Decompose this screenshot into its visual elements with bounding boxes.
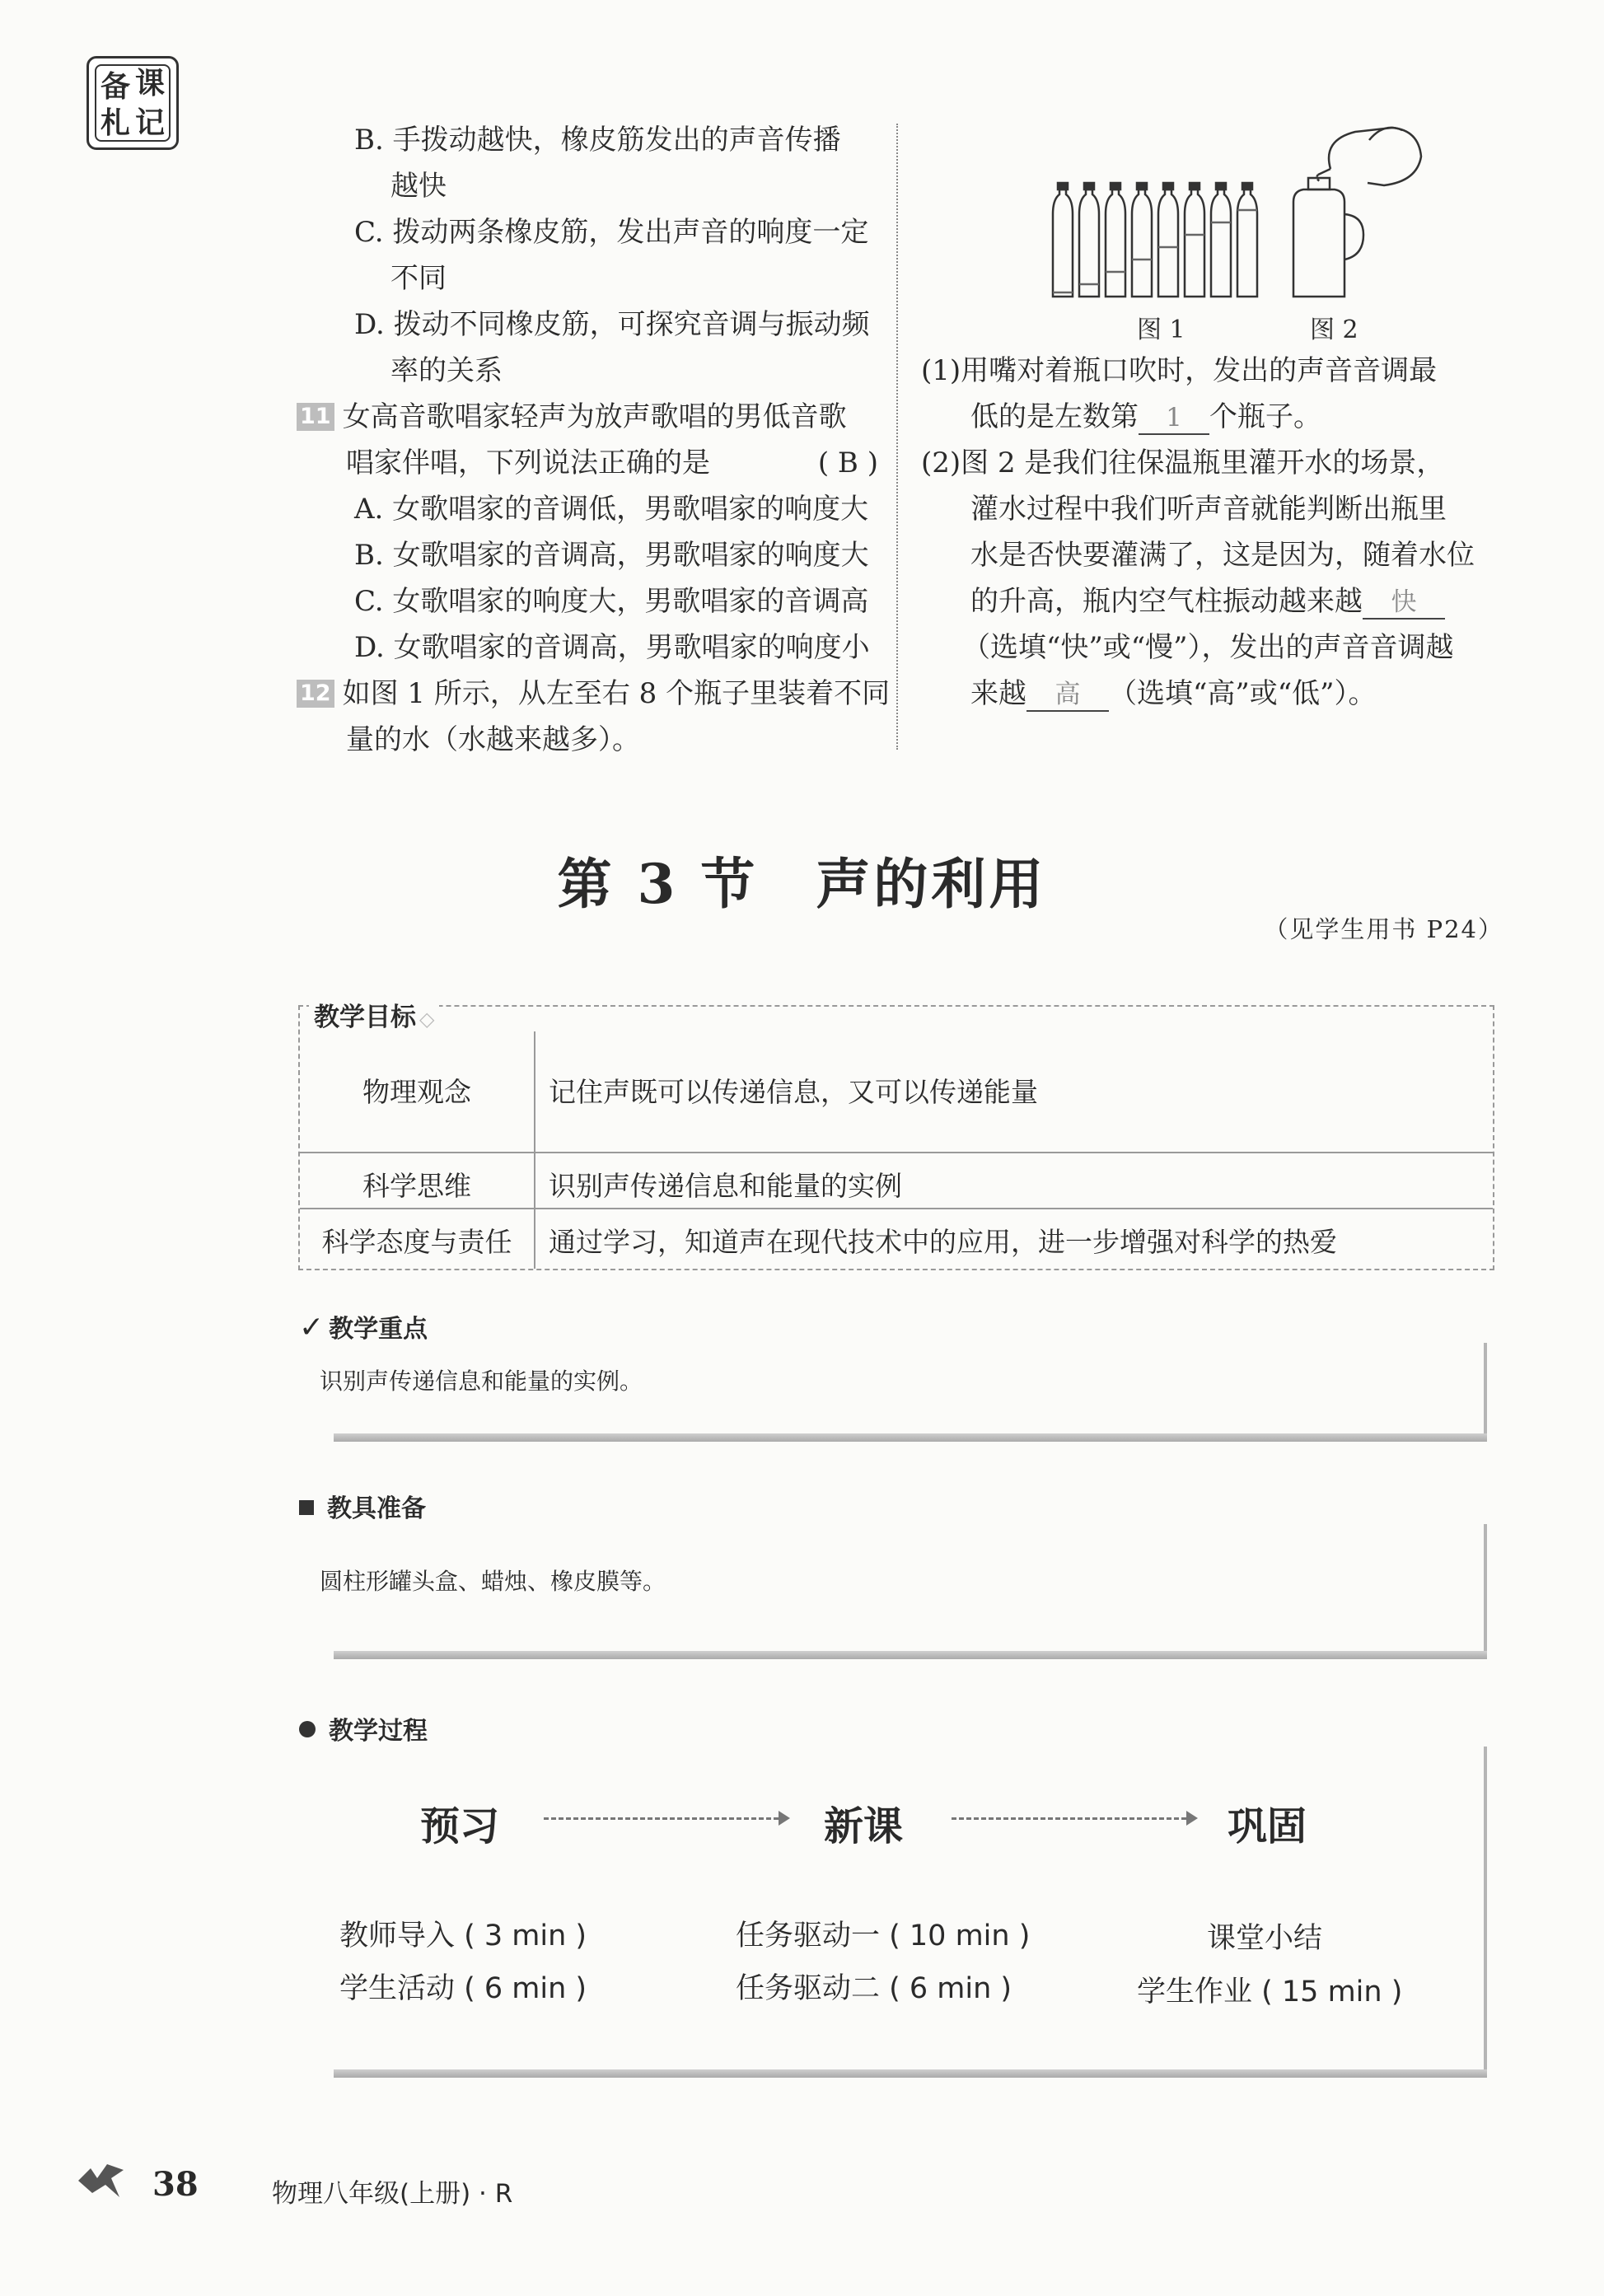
q10-option-d xyxy=(354,302,870,394)
q10-option-b-line1: B. 手拨动越快，橡皮筋发出的声音传播 xyxy=(354,124,841,157)
q12-part2-line5: （选填“快”或“慢”），发出的声音音调越 xyxy=(962,631,1454,664)
q11-option-c: C. 女歌唱家的响度大，男歌唱家的音调高 xyxy=(354,585,869,618)
row-label: 科学思维 xyxy=(362,1170,471,1202)
stamp-char: 札 xyxy=(101,105,131,140)
q12-part2-line6: 来越 xyxy=(970,677,1026,710)
flow-arrow xyxy=(544,1817,779,1820)
q11-answer: ( B ) xyxy=(817,447,878,479)
q10-option-d-line1: D. 拨动不同橡皮筋，可探究音调与振动频 xyxy=(354,308,870,341)
objectives-heading xyxy=(309,996,439,1033)
q12-part2-line2: 灌水过程中我们听声音就能判断出瓶里 xyxy=(970,493,1447,526)
q12-part1-text: 低的是左数第 xyxy=(970,400,1139,433)
q12-part2-line6-after: （选填“高”或“低”）。 xyxy=(1109,677,1377,710)
bottle-icon xyxy=(1132,183,1152,297)
q11-option-a: A. 女歌唱家的音调低，男歌唱家的响度大 xyxy=(354,493,869,526)
key-points-heading xyxy=(299,1308,428,1344)
stage-new-lesson-label: 新课 xyxy=(824,1803,904,1849)
q12-part1-text-after: 个瓶子。 xyxy=(1209,400,1321,433)
bottle-icon xyxy=(1079,183,1099,297)
q12-stem-line1: 如图 1 所示，从左至右 8 个瓶子里装着不同 xyxy=(342,677,891,710)
notes-stamp xyxy=(87,56,179,150)
figure-2-caption: 图 2 xyxy=(1310,316,1358,344)
key-points-title: 教学重点 xyxy=(329,1315,428,1344)
question-11 xyxy=(297,394,878,671)
bottle-icon xyxy=(1158,183,1178,297)
materials-heading xyxy=(299,1488,426,1524)
objectives-heading-text: 教学目标 xyxy=(314,1003,416,1032)
q11-stem-line2: 唱家伴唱，下列说法正确的是 xyxy=(346,447,710,479)
q10-option-b-line2: 越快 xyxy=(390,170,447,203)
bottle-icon xyxy=(1185,183,1204,297)
consolidate-item: 课堂小结 xyxy=(1207,1922,1323,1955)
q12-part2-line1: (2)图 2 是我们往保温瓶里灌开水的场景， xyxy=(921,447,1445,479)
column-divider xyxy=(896,124,898,750)
square-bullet-icon xyxy=(299,1500,314,1515)
answer-blank: 高 xyxy=(1026,679,1109,712)
q12-part2-line4: 的升高，瓶内空气柱振动越来越 xyxy=(970,585,1363,618)
stage-consolidate-label: 巩固 xyxy=(1228,1803,1307,1849)
table-row xyxy=(300,1007,1493,1153)
panel-bottom xyxy=(334,1433,1487,1442)
section-title: 第 3 节 声的利用 xyxy=(557,852,1047,916)
materials-text: 圆柱形罐头盒、蜡烛、橡皮膜等。 xyxy=(320,1568,666,1595)
question-number: 12 xyxy=(297,680,334,708)
new-lesson-item: 任务驱动一 ( 10 min ) xyxy=(736,1920,1031,1952)
row-value: 识别声传递信息和能量的实例 xyxy=(549,1170,902,1202)
thermos-icon xyxy=(1293,178,1363,297)
circle-bullet-icon xyxy=(299,1721,316,1737)
bottle-icon xyxy=(1237,183,1257,297)
question-12 xyxy=(297,671,890,763)
process-title: 教学过程 xyxy=(329,1717,428,1746)
q12-part1-line1: (1)用嘴对着瓶口吹时，发出的声音音调最 xyxy=(921,354,1438,387)
diamond-icon: ◇ xyxy=(419,1008,435,1031)
process-panel xyxy=(325,1747,1487,2076)
consolidate-item: 学生作业 ( 15 min ) xyxy=(1137,1976,1403,2008)
arrow-head-icon xyxy=(779,1811,790,1826)
stage-preview-label: 预习 xyxy=(420,1803,500,1849)
row-label: 物理观念 xyxy=(362,1076,471,1108)
q12-part2-line3: 水是否快要灌满了，这是因为，随着水位 xyxy=(970,539,1475,572)
table-row xyxy=(300,1153,1493,1209)
figure-1-caption: 图 1 xyxy=(1137,316,1185,344)
q11-stem-line1: 女高音歌唱家轻声为放声歌唱的男低音歌 xyxy=(342,400,847,433)
row-value: 记住声既可以传递信息，又可以传递能量 xyxy=(549,1076,1038,1108)
answer-blank: 1 xyxy=(1139,402,1209,435)
arrow-head-icon xyxy=(1186,1811,1198,1826)
q11-option-b: B. 女歌唱家的音调高，男歌唱家的响度大 xyxy=(354,539,869,572)
key-points-text: 识别声传递信息和能量的实例。 xyxy=(320,1368,643,1395)
question-number: 11 xyxy=(297,403,334,431)
q10-option-c xyxy=(354,209,868,302)
stamp-char: 备 xyxy=(101,69,131,104)
bottle-icon xyxy=(1053,183,1073,297)
page-number: 38 xyxy=(152,2165,199,2204)
process-heading xyxy=(299,1710,428,1747)
panel-bottom xyxy=(334,2069,1487,2078)
bottle-icon xyxy=(1211,183,1231,297)
footer-decoration-icon xyxy=(74,2160,140,2201)
q10-option-d-line2: 率的关系 xyxy=(390,354,503,387)
preview-item: 学生活动 ( 6 min ) xyxy=(339,1972,587,2005)
q10-option-c-line2: 不同 xyxy=(390,262,447,295)
stamp-char: 课 xyxy=(135,66,166,101)
new-lesson-item: 任务驱动二 ( 6 min ) xyxy=(736,1972,1012,2005)
q12-subparts xyxy=(921,348,1514,717)
answer-blank: 快 xyxy=(1363,587,1445,620)
row-value: 通过学习，知道声在现代技术中的应用，进一步增强对科学的热爱 xyxy=(549,1226,1337,1258)
row-label: 科学态度与责任 xyxy=(321,1226,512,1258)
q11-option-d: D. 女歌唱家的音调高，男歌唱家的响度小 xyxy=(354,631,870,664)
book-title: 物理八年级(上册) · R xyxy=(272,2179,513,2209)
figure-bottles xyxy=(1046,124,1433,305)
stamp-char: 记 xyxy=(135,105,166,140)
panel-bottom xyxy=(334,1651,1487,1659)
q10-option-c-line1: C. 拨动两条橡皮筋，发出声音的响度一定 xyxy=(354,216,869,249)
bottle-icon xyxy=(1106,183,1125,297)
q10-option-b xyxy=(354,117,841,209)
student-book-reference: （见学生用书 P24） xyxy=(1264,915,1503,943)
q12-stem-line2: 量的水（水越来越多）。 xyxy=(346,723,640,756)
kettle-icon xyxy=(1316,128,1421,185)
flow-arrow xyxy=(952,1817,1186,1820)
materials-title: 教具准备 xyxy=(327,1494,426,1523)
teaching-objectives-table xyxy=(298,1005,1494,1270)
preview-item: 教师导入 ( 3 min ) xyxy=(339,1920,587,1952)
check-icon: ✓ xyxy=(299,1311,325,1344)
table-row xyxy=(300,1209,1493,1269)
